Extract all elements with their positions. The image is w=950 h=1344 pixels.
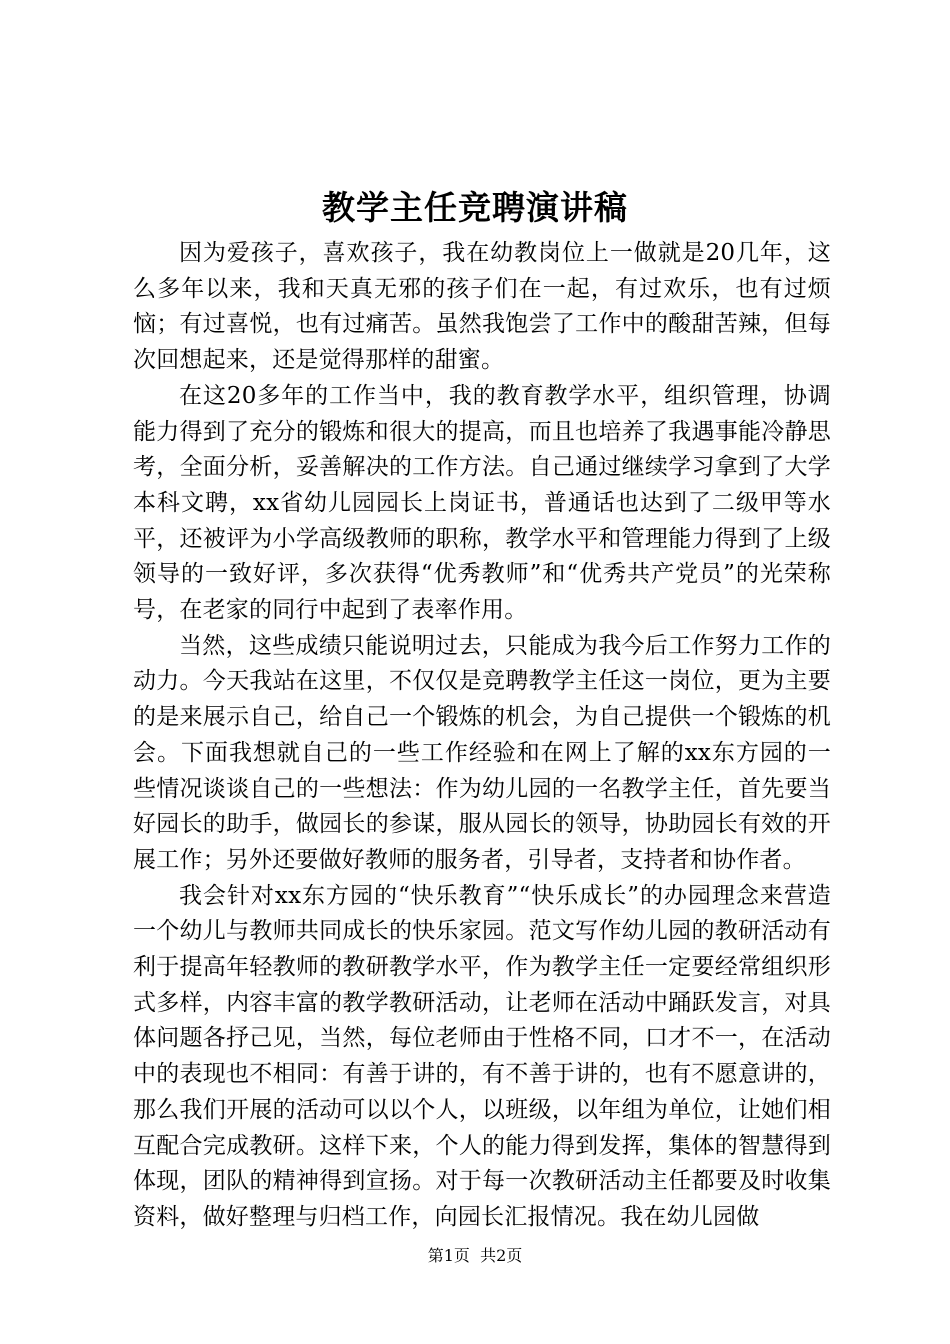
paragraph-4: 我会针对xx东方园的“快乐教育”“快乐成长”的办园理念来营造一个幼儿与教师共同成长的快乐家园。范文写作幼儿园的教研活动有利于提高年轻教师的教研教学水平，作为教学主任一定要经常组织形式多样，内容丰富的教学教研活动，让老师在活动中踊跃发言，对具体问题各抒己见，当然，每位老师由于性格不同，口才不一，在活动中的表现也不相同：有善于讲的，有不善于讲的，也有不愿意讲的，那么我们开展的活动可以以个人，以班级，以年组为单位，让她们相互配合完成教研。这样下来，个人的能力得到发挥，集体的智慧得到体现，团队的精神得到宣扬。对于每一次教研活动主任都要及时收集资料，做好整理与归档工作，向园长汇报情况。我在幼儿园做: [133, 882, 831, 1230]
paragraph-3: 当然，这些成绩只能说明过去，只能成为我今后工作努力工作的动力。今天我站在这里，不仅仅是竞聘教学主任这一岗位，更为主要的是来展示自己，给自己一个锻炼的机会，为自己提供一个锻炼的机会。下面我想就自己的一些工作经验和在网上了解的xx东方园的一些情况谈谈自己的一些想法：作为幼儿园的一名教学主任，首先要当好园长的助手，做园长的参谋，服从园长的领导，协助园长有效的开展工作；另外还要做好教师的服务者，引导者，支持者和协作者。: [133, 632, 831, 873]
page-total: 共2页: [480, 1246, 523, 1265]
page-number: 第1页: [427, 1246, 470, 1265]
document-body: [133, 236, 831, 1236]
footer-spacer: [470, 1246, 480, 1265]
paragraph-2: 在这20多年的工作当中，我的教育教学水平，组织管理，协调能力得到了充分的锻炼和很大的提高，而且也培养了我遇事能冷静思考，全面分析，妥善解决的工作方法。自己通过继续学习拿到了大学本科文聘，xx省幼儿园园长上岗证书，普通话也达到了二级甲等水平，还被评为小学高级教师的职称，教学水平和管理能力得到了上级领导的一致好评，多次获得“优秀教师”和“优秀共产党员”的光荣称号，在老家的同行中起到了表率作用。: [133, 382, 831, 624]
paragraph-1: 因为爱孩子，喜欢孩子，我在幼教岗位上一做就是20几年，这么多年以来，我和天真无邪的孩子们在一起，有过欢乐，也有过烦恼；有过喜悦，也有过痛苦。虽然我饱尝了工作中的酸甜苦辣，但每次回想起来，还是觉得那样的甜蜜。: [133, 240, 831, 374]
document-title: 教学主任竞聘演讲稿: [322, 188, 628, 227]
page-footer: [0, 1244, 950, 1268]
